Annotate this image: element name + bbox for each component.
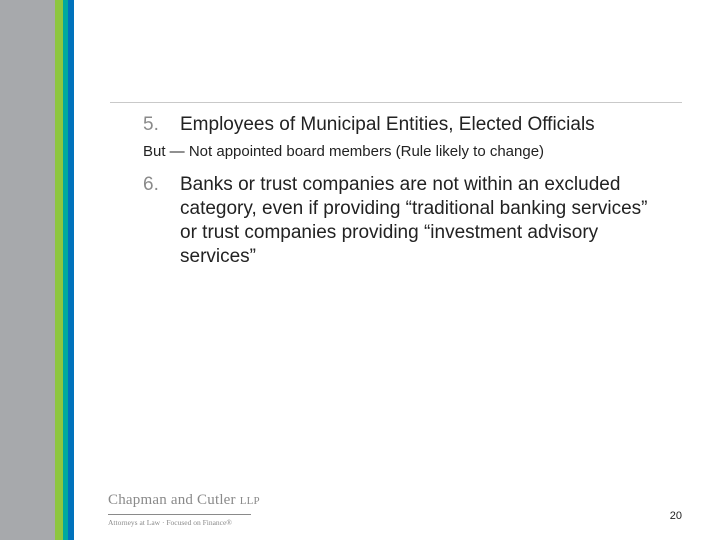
left-stripe-blue [68, 0, 74, 540]
left-stripe-gray [0, 0, 55, 540]
logo-firm-name: Chapman and Cutler [108, 492, 236, 508]
list-item-text: Banks or trust companies are not within an excluded category, even if providing “traditional banking services” or trust companies providing “investment advisory services” [180, 174, 648, 267]
list-item-5 [143, 113, 683, 137]
page-number: 20 [669, 510, 682, 522]
logo-divider [108, 514, 251, 515]
logo-name [108, 492, 268, 510]
subline-note: But — Not appointed board members (Rule likely to change) [143, 143, 545, 160]
logo-tagline: Attorneys at Law · Focused on Finance® [108, 518, 233, 527]
list-item-number: 5. [143, 114, 159, 135]
horizontal-rule [110, 102, 682, 103]
list-item-text: Employees of Municipal Entities, Elected Officials [180, 114, 595, 135]
left-stripe-green [55, 0, 63, 540]
firm-logo [108, 492, 268, 527]
list-item-number: 6. [143, 174, 159, 195]
list-item-6 [143, 173, 663, 269]
logo-suffix: LLP [239, 495, 260, 507]
